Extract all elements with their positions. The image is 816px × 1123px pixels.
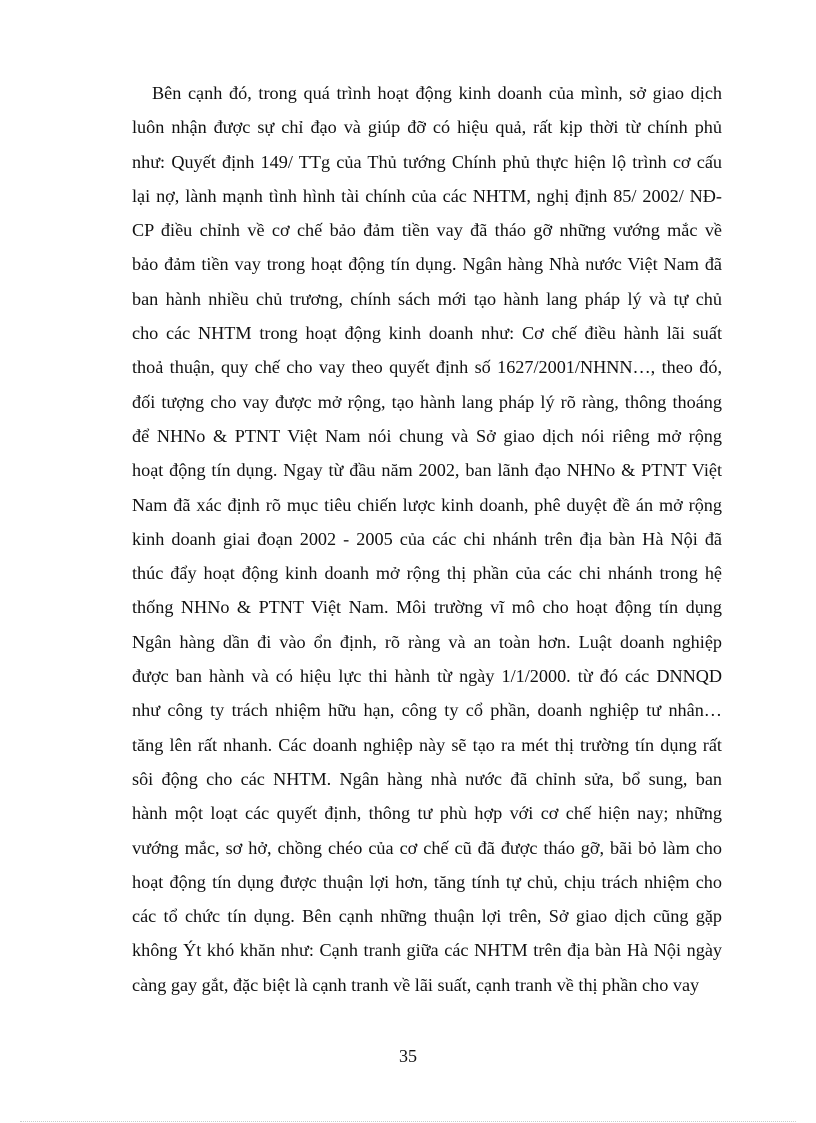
paragraph-line: hoạt động tín dụng. Ngay từ đầu năm 2002, ban lãnh đạo NHNo & PTNT Việt (132, 460, 722, 481)
page-bottom-divider (20, 1121, 796, 1122)
paragraph-line: càng gay gắt, đặc biệt là cạnh tranh về lãi suất, cạnh tranh về thị phần cho vay (132, 974, 700, 995)
page-number: 35 (399, 1046, 417, 1066)
paragraph-line: luôn nhận được sự chỉ đạo và giúp đỡ có hiệu quả, rất kịp thời từ chính phủ (132, 117, 722, 138)
paragraph-line: Ngân hàng dần đi vào ổn định, rõ ràng và an toàn hơn. Luật doanh nghiệp (132, 631, 722, 652)
paragraph-line: bảo đảm tiền vay trong hoạt động tín dụng. Ngân hàng Nhà nước Việt Nam đã (132, 254, 722, 275)
paragraph-line: thống NHNo & PTNT Việt Nam. Môi trường vĩ mô cho hoạt động tín dụng (132, 597, 722, 618)
paragraph-line: CP điều chỉnh về cơ chế bảo đảm tiền vay đã tháo gỡ những vướng mắc về (132, 220, 722, 241)
paragraph-line: hành một loạt các quyết định, thông tư phù hợp với cơ chế hiện nay; những (132, 803, 722, 824)
paragraph-line: các tổ chức tín dụng. Bên cạnh những thuận lợi trên, Sở giao dịch cũng gặp (132, 906, 722, 927)
paragraph-line: hoạt động tín dụng được thuận lợi hơn, tăng tính tự chủ, chịu trách nhiệm cho (132, 871, 722, 892)
paragraph-line: sôi động cho các NHTM. Ngân hàng nhà nước đã chỉnh sửa, bổ sung, ban (132, 768, 722, 789)
paragraph-line: đối tượng cho vay được mở rộng, tạo hành lang pháp lý rõ ràng, thông thoáng (132, 391, 722, 412)
paragraph-line: không Ýt khó khăn như: Cạnh tranh giữa các NHTM trên địa bàn Hà Nội ngày (132, 940, 722, 961)
paragraph-line: như: Quyết định 149/ TTg của Thủ tướng Chính phủ thực hiện lộ trình cơ cấu (132, 151, 722, 172)
paragraph-line: kinh doanh giai đoạn 2002 - 2005 của các chi nhánh trên địa bàn Hà Nội đã (132, 528, 722, 549)
paragraph-line: lại nợ, lành mạnh tình hình tài chính của các NHTM, nghị định 85/ 2002/ NĐ- (132, 185, 722, 206)
paragraph-line: được ban hành và có hiệu lực thi hành từ ngày 1/1/2000. từ đó các DNNQD (132, 666, 722, 687)
paragraph-line: tăng lên rất nhanh. Các doanh nghiệp này sẽ tạo ra mét thị trường tín dụng rất (132, 734, 722, 755)
paragraph-line: thoả thuận, quy chế cho vay theo quyết định số 1627/2001/NHNN…, theo đó, (132, 357, 722, 378)
body-paragraph (132, 76, 722, 1002)
paragraph-line: ban hành nhiều chủ trương, chính sách mới tạo hành lang pháp lý và tự chủ (132, 288, 722, 309)
paragraph-line: Bên cạnh đó, trong quá trình hoạt động kinh doanh của mình, sở giao dịch (152, 83, 722, 103)
paragraph-line: vướng mắc, sơ hở, chồng chéo của cơ chế cũ đã được tháo gỡ, bãi bỏ làm cho (132, 837, 722, 858)
paragraph-line: để NHNo & PTNT Việt Nam nói chung và Sở giao dịch nói riêng mở rộng (132, 425, 722, 446)
paragraph-line: như công ty trách nhiệm hữu hạn, công ty cổ phần, doanh nghiệp tư nhân… (132, 700, 722, 721)
paragraph-line: thúc đẩy hoạt động kinh doanh mở rộng thị phần của các chi nhánh trong hệ (132, 563, 722, 584)
paragraph-line: Nam đã xác định rõ mục tiêu chiến lược kinh doanh, phê duyệt đề án mở rộng (132, 494, 722, 515)
paragraph-line: cho các NHTM trong hoạt động kinh doanh như: Cơ chế điều hành lãi suất (132, 323, 722, 344)
